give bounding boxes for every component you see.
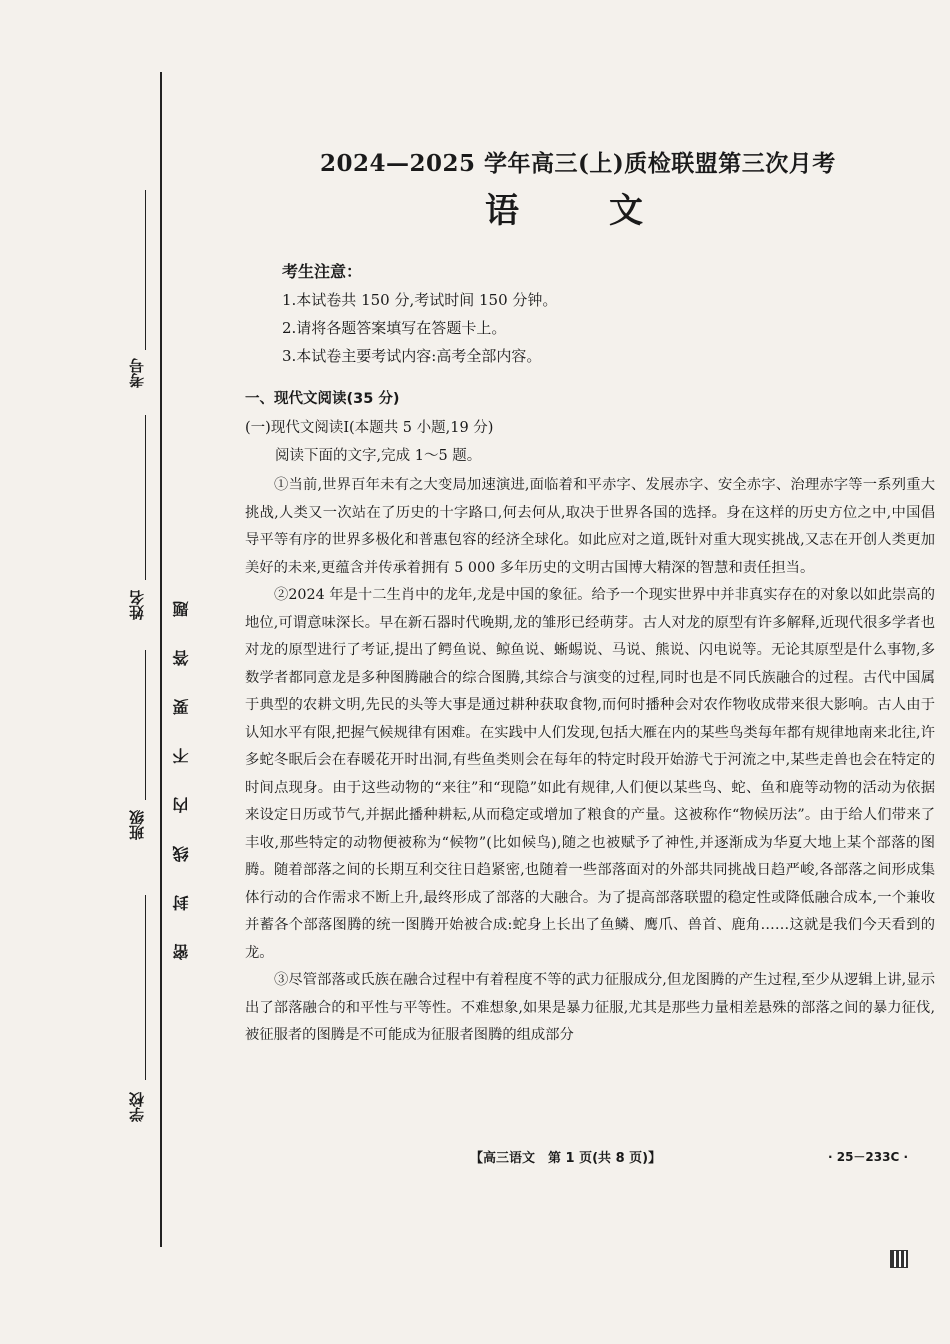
notes-heading: 考生注意： — [282, 262, 363, 281]
subject-title: 语文 — [485, 191, 733, 231]
reading-instruction: 阅读下面的文字,完成 1～5 题。 — [275, 448, 482, 464]
paragraph: ③尽管部落或氏族在融合过程中有着程度不等的武力征服成分,但龙图腾的产生过程,至少从逻辑上讲,显示出了部落融合的和平性与平等性。不难想象,如果是暴力征服,尤其是那些力量相差悬殊的部落之间的暴力征伐,被征服者的图腾是不可能成为征服者图腾的组成部分 — [245, 972, 935, 1043]
exam-no-label: 考号 — [128, 358, 146, 388]
notes-item: 3.本试卷主要考试内容:高考全部内容。 — [282, 347, 542, 365]
section-title: 一、现代文阅读(35 分) — [245, 391, 400, 407]
school-label: 学校 — [128, 1092, 146, 1122]
notes-item: 2.请将各题答案填写在答题卡上。 — [282, 319, 507, 337]
exam-no-underline — [145, 190, 146, 350]
binding-line — [160, 72, 162, 1247]
page-footer: 【高三语文 第 1 页(共 8 页)】 — [470, 1151, 662, 1166]
reading-passage — [245, 472, 935, 1050]
notes-item: 1.本试卷共 150 分,考试时间 150 分钟。 — [282, 291, 558, 309]
paragraph: ②2024 年是十二生肖中的龙年,龙是中国的象征。给予一个现实世界中并非真实存在的对象以如此崇高的地位,可谓意味深长。早在新石器时代晚期,龙的雏形已经萌芽。古人对龙的原型有许多解释,近现代很多学者也对龙的原型进行了考证,提出了鳄鱼说、鲸鱼说、蜥蜴说、马说、熊说、闪电说等。无论其原型是什么事物,多数学者都同意龙是多种图腾融合的综合图腾,其综合与演变的过程,同时也是不同氏族融合的过程。古代中国属于典型的农耕文明,先民的头等大事是通过耕种获取食物,而何时播种会对农作物收成带来很大影响。古人由于认知水平有限,把握气候规律有困难。在实践中人们发现,包括大雁在内的某些鸟类每年都有规律地南来北往,许多蛇冬眠后会在春暖花开时出洞,有些鱼类则会在每年的特定时段开始游弋于河流之中,某些走兽也会在特定的时间点现身。由于这些动物的“来往”和“现隐”如此有规律,人们便以某些鸟、蛇、鱼和鹿等动物的活动为依据来设定日历或节气,并据此播种耕耘,从而稳定或增加了粮食的产量。这被称作“物候历法”。由于给人们带来了丰收,那些特定的动物便被称为“候物”(比如候鸟),随之也被赋予了神性,并逐渐成为华夏大地上某个部落的图腾。随着部落之间的长期互利交往日趋紧密,也随着一些部落面对的外部共同挑战日趋严峻,各部落之间形成集体行动的合作需求不断上升,最终形成了部落的大融合。为了提高部落联盟的稳定性或降低融合成本,一个兼收并蓄各个部落图腾的统一图腾开始被合成:蛇身上长出了鱼鳞、鹰爪、兽首、鹿角……这就是我们今天看到的龙。 — [245, 587, 935, 961]
name-label: 姓名 — [128, 590, 146, 620]
scanner-qr-icon — [890, 1250, 908, 1268]
seal-notice: 密封线内不要答题 — [172, 568, 191, 960]
exam-title: 2024—2025 学年高三(上)质检联盟第三次月考 — [320, 150, 836, 177]
paper-code: · 25－233C · — [828, 1150, 909, 1164]
exam-notes — [282, 258, 557, 370]
name-underline — [145, 415, 146, 580]
subsection-title: (一)现代文阅读Ⅰ(本题共 5 小题,19 分) — [245, 420, 494, 436]
school-underline — [145, 895, 146, 1080]
class-underline — [145, 650, 146, 800]
class-label: 班级 — [128, 810, 146, 840]
paragraph: ①当前,世界百年未有之大变局加速演进,面临着和平赤字、发展赤字、安全赤字、治理赤字等一系列重大挑战,人类又一次站在了历史的十字路口,何去何从,取决于世界各国的选择。身在这样的历史方位之中,中国倡导平等有序的世界多极化和普惠包容的经济全球化。如此应对之道,既针对重大现实挑战,又志在开创人类更加美好的未来,更蕴含并传承着拥有 5 000 多年历史的文明古国博大精深的智慧和责任担当。 — [245, 477, 935, 576]
